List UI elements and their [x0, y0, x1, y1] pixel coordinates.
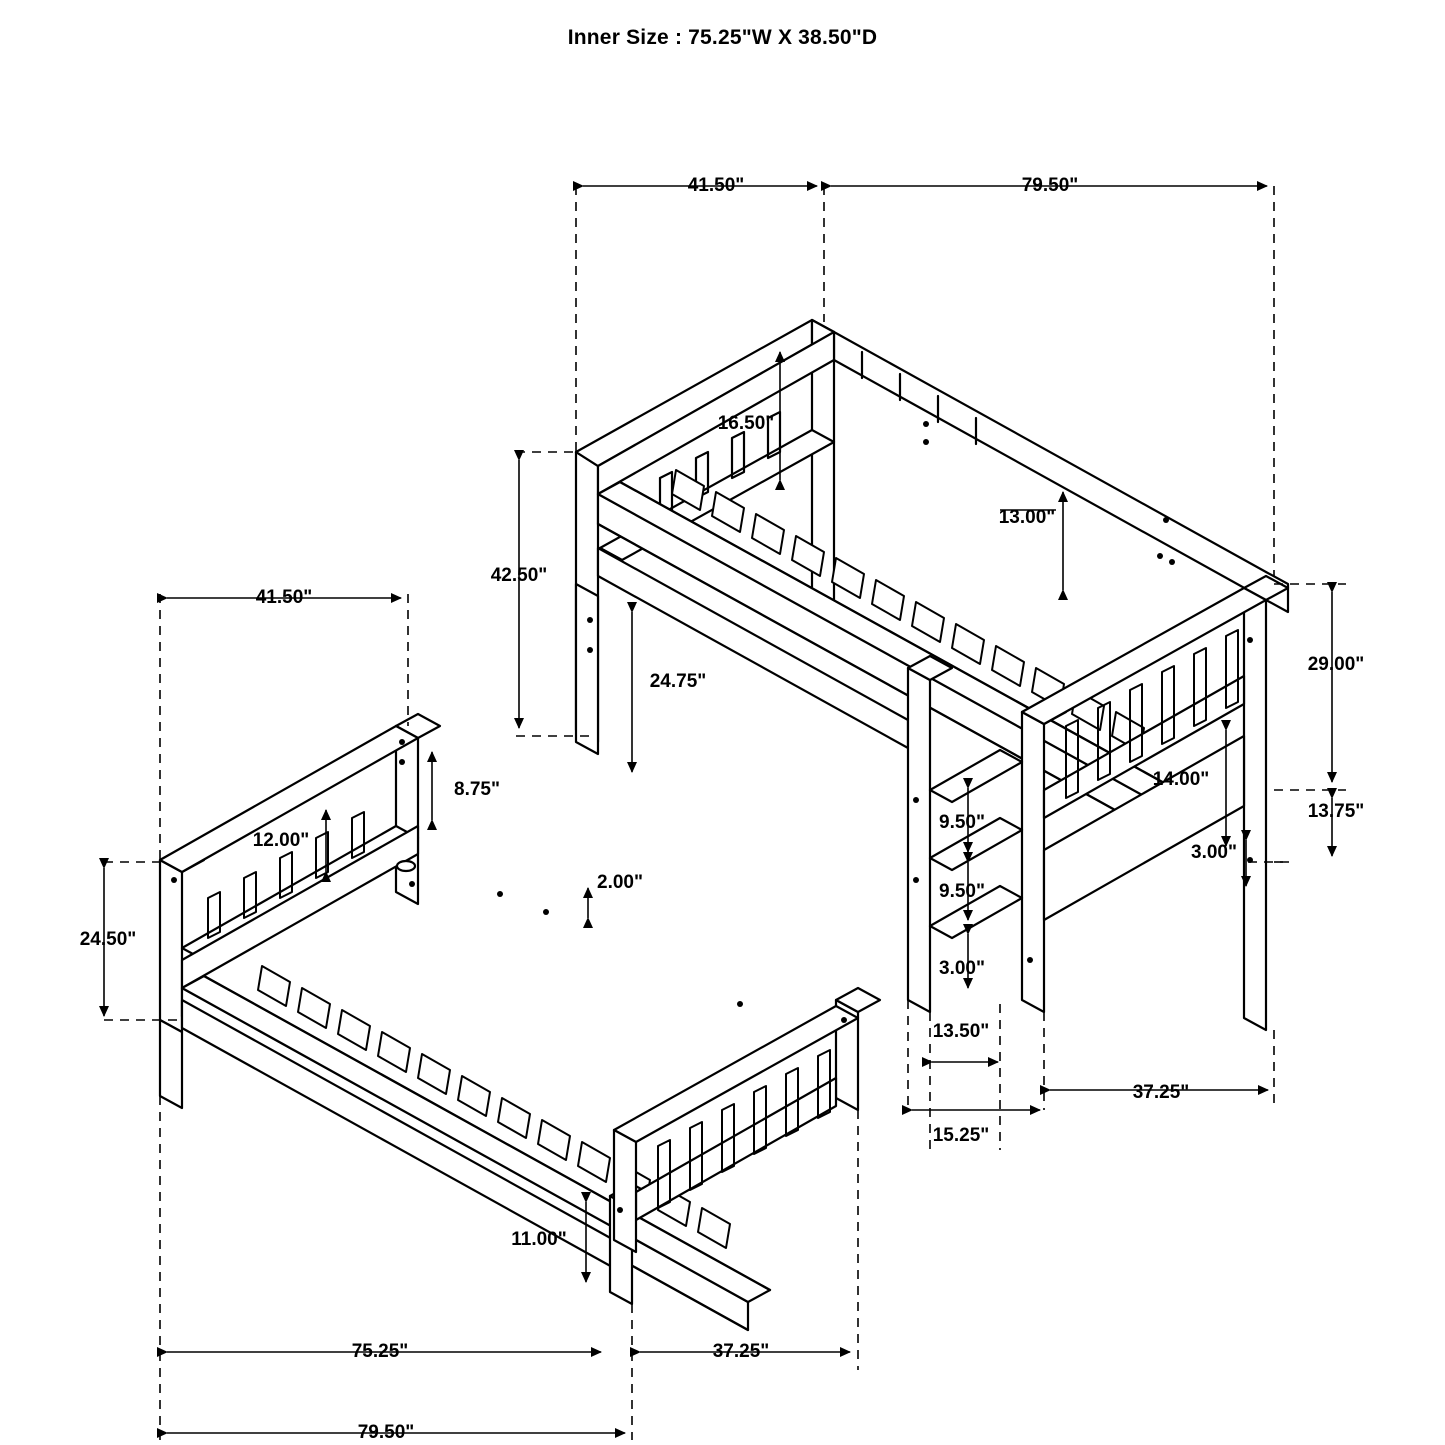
dim-label-ladder-step-lower: 9.50"	[939, 881, 985, 902]
dim-label-top-right-width: 79.50"	[1021, 175, 1079, 196]
dim-label-ladder-outer-width: 15.25"	[932, 1125, 990, 1146]
dim-label-ladder-bottom-gap: 3.00"	[939, 958, 985, 979]
dim-label-right-lower-height: 13.75"	[1307, 801, 1365, 822]
dim-label-lower-rail-gap: 3.00"	[1191, 842, 1237, 863]
dim-label-footboard-height: 14.00"	[1152, 769, 1210, 790]
dim-label-under-clearance: 24.75"	[649, 671, 707, 692]
dim-label-top-left-width: 41.50"	[687, 175, 745, 196]
dim-label-lower-bed-length: 75.25"	[351, 1341, 409, 1362]
dim-label-lower-bed-depth: 37.25"	[712, 1341, 770, 1362]
dim-label-lower-leg-height: 11.00"	[511, 1229, 567, 1250]
dim-label-right-total-height: 29.00"	[1307, 654, 1365, 675]
dim-label-right-depth: 37.25"	[1132, 1082, 1190, 1103]
dim-label-lower-headboard-top: 8.75"	[454, 779, 500, 800]
dim-label-upper-rail-height: 16.50"	[717, 413, 775, 434]
dim-label-lower-left-width: 41.50"	[255, 587, 313, 608]
dim-label-ladder-step-upper: 9.50"	[939, 812, 985, 833]
dim-label-lower-rail-height: 12.00"	[252, 830, 310, 851]
dim-label-lower-overall-length: 79.50"	[357, 1422, 415, 1443]
dim-label-upper-deck-height: 42.50"	[490, 565, 548, 586]
dim-label-upper-slat-height: 13.00"	[998, 507, 1056, 528]
dim-label-ladder-width: 13.50"	[932, 1021, 990, 1042]
dim-label-lower-total-height: 24.50"	[79, 929, 137, 950]
dim-label-lower-deck-thickness: 2.00"	[597, 872, 643, 893]
page-title: Inner Size : 75.25"W X 38.50"D	[567, 26, 878, 49]
